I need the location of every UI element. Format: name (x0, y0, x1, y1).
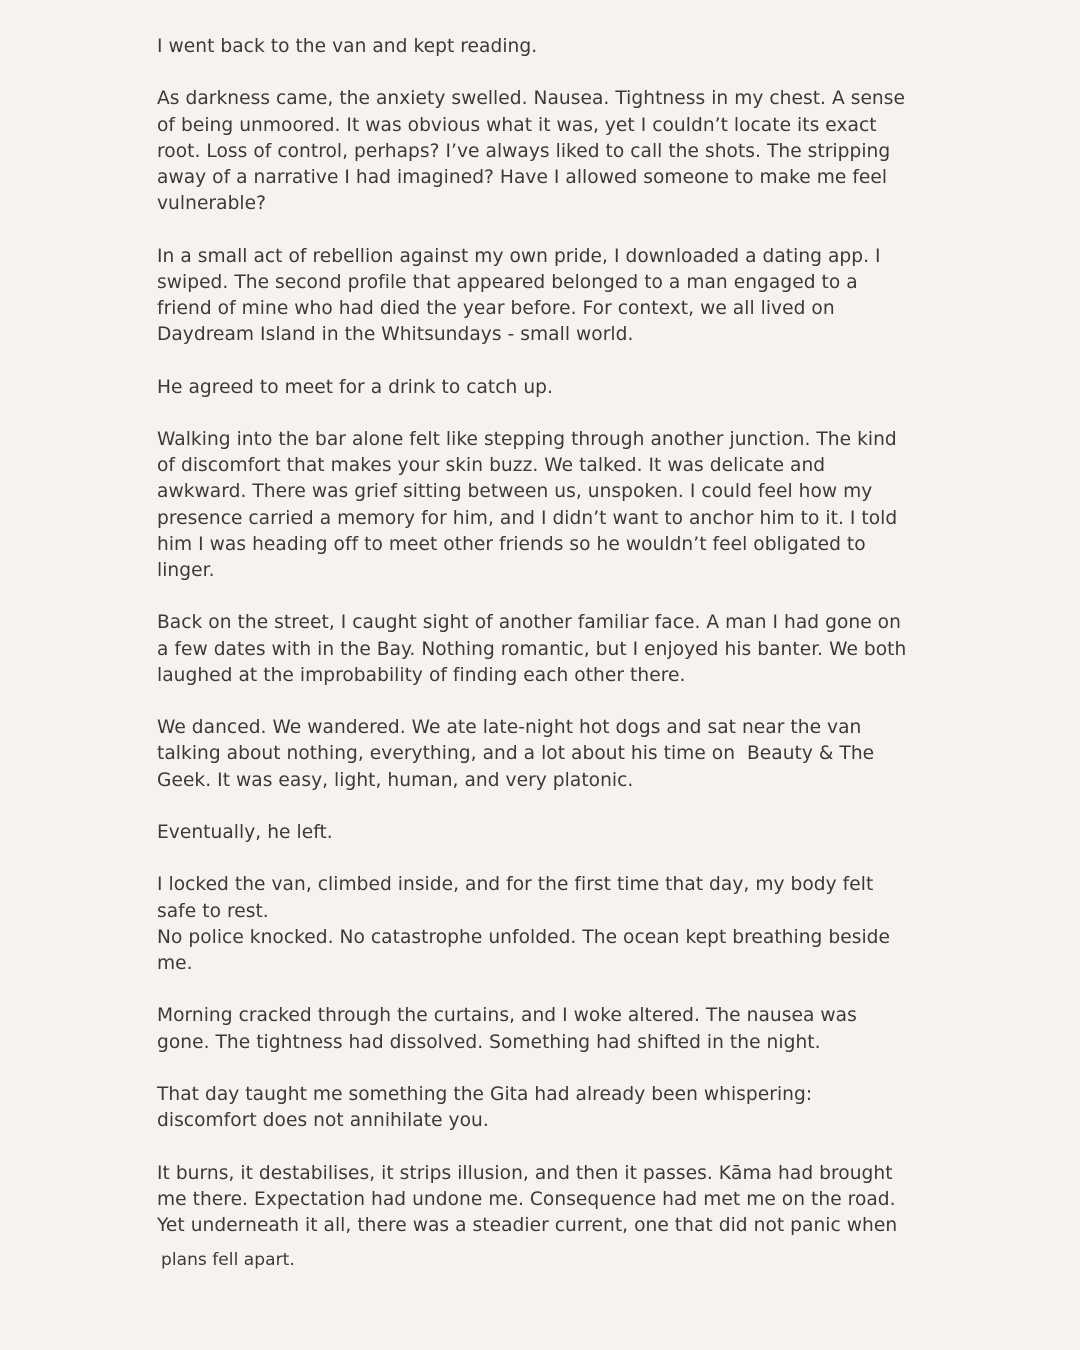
paragraph: We danced. We wandered. We ate late-night hot dogs and sat near the van talking about nothing, everything, and a lot about his time on Beauty & The Geek. It was easy, light, human, and very platonic. (157, 717, 881, 791)
paragraph: That day taught me something the Gita had already been whispering: discomfort does not annihilate you. (157, 1083, 819, 1132)
paragraph: I locked the van, climbed inside, and for the first time that day, my body felt safe to rest. (157, 874, 880, 922)
paragraph: Morning cracked through the curtains, and I woke altered. The nausea was gone. The tightness had dissolved. Something had shifted in the night. (157, 1005, 863, 1053)
paragraph: He agreed to meet for a drink to catch up. (157, 376, 553, 398)
paragraph-continuation: plans fell apart. (161, 1250, 295, 1271)
paragraph: No police knocked. No catastrophe unfolded. The ocean kept breathing beside me. (157, 926, 896, 974)
paragraph: Eventually, he left. (157, 821, 333, 843)
paragraph: Walking into the bar alone felt like stepping through another junction. The kind of discomfort that makes your skin buzz. We talked. It was delicate and awkward. There was grief sitting between us, unspoken. I could feel how my presence carried a memory for him, and I didn’t want to anchor him to it. I told him I was heading off to meet other friends so he wouldn’t feel obligated to linger. (157, 428, 904, 581)
paragraph: Back on the street, I caught sight of another familiar face. A man I had gone on a few dates with in the Bay. Nothing romantic, but I enjoyed his banter. We both laughed at the improbability of finding each other there. (157, 612, 913, 686)
article-body (157, 34, 913, 1300)
paragraph: As darkness came, the anxiety swelled. Nausea. Tightness in my chest. A sense of being unmoored. It was obvious what it was, yet I couldn’t locate its exact root. Loss of control, perhaps? I’ve always liked to call the shots. The stripping away of a narrative I had imagined? Have I allowed someone to make me feel vulnerable? (157, 88, 911, 215)
paragraph: It burns, it destabilises, it strips illusion, and then it passes. Kāma had brought me there. Expectation had undone me. Consequence had met me on the road. Yet underneath it all, there was a steadier current, one that did not panic when (157, 1162, 902, 1236)
paragraph: I went back to the van and kept reading. (157, 36, 538, 57)
paragraph: In a small act of rebellion against my own pride, I downloaded a dating app. I swiped. The second profile that appeared belonged to a man engaged to a friend of mine who had died the year before. For context, we all lived on Daydream Island in the Whitsundays - small world. (157, 245, 887, 346)
